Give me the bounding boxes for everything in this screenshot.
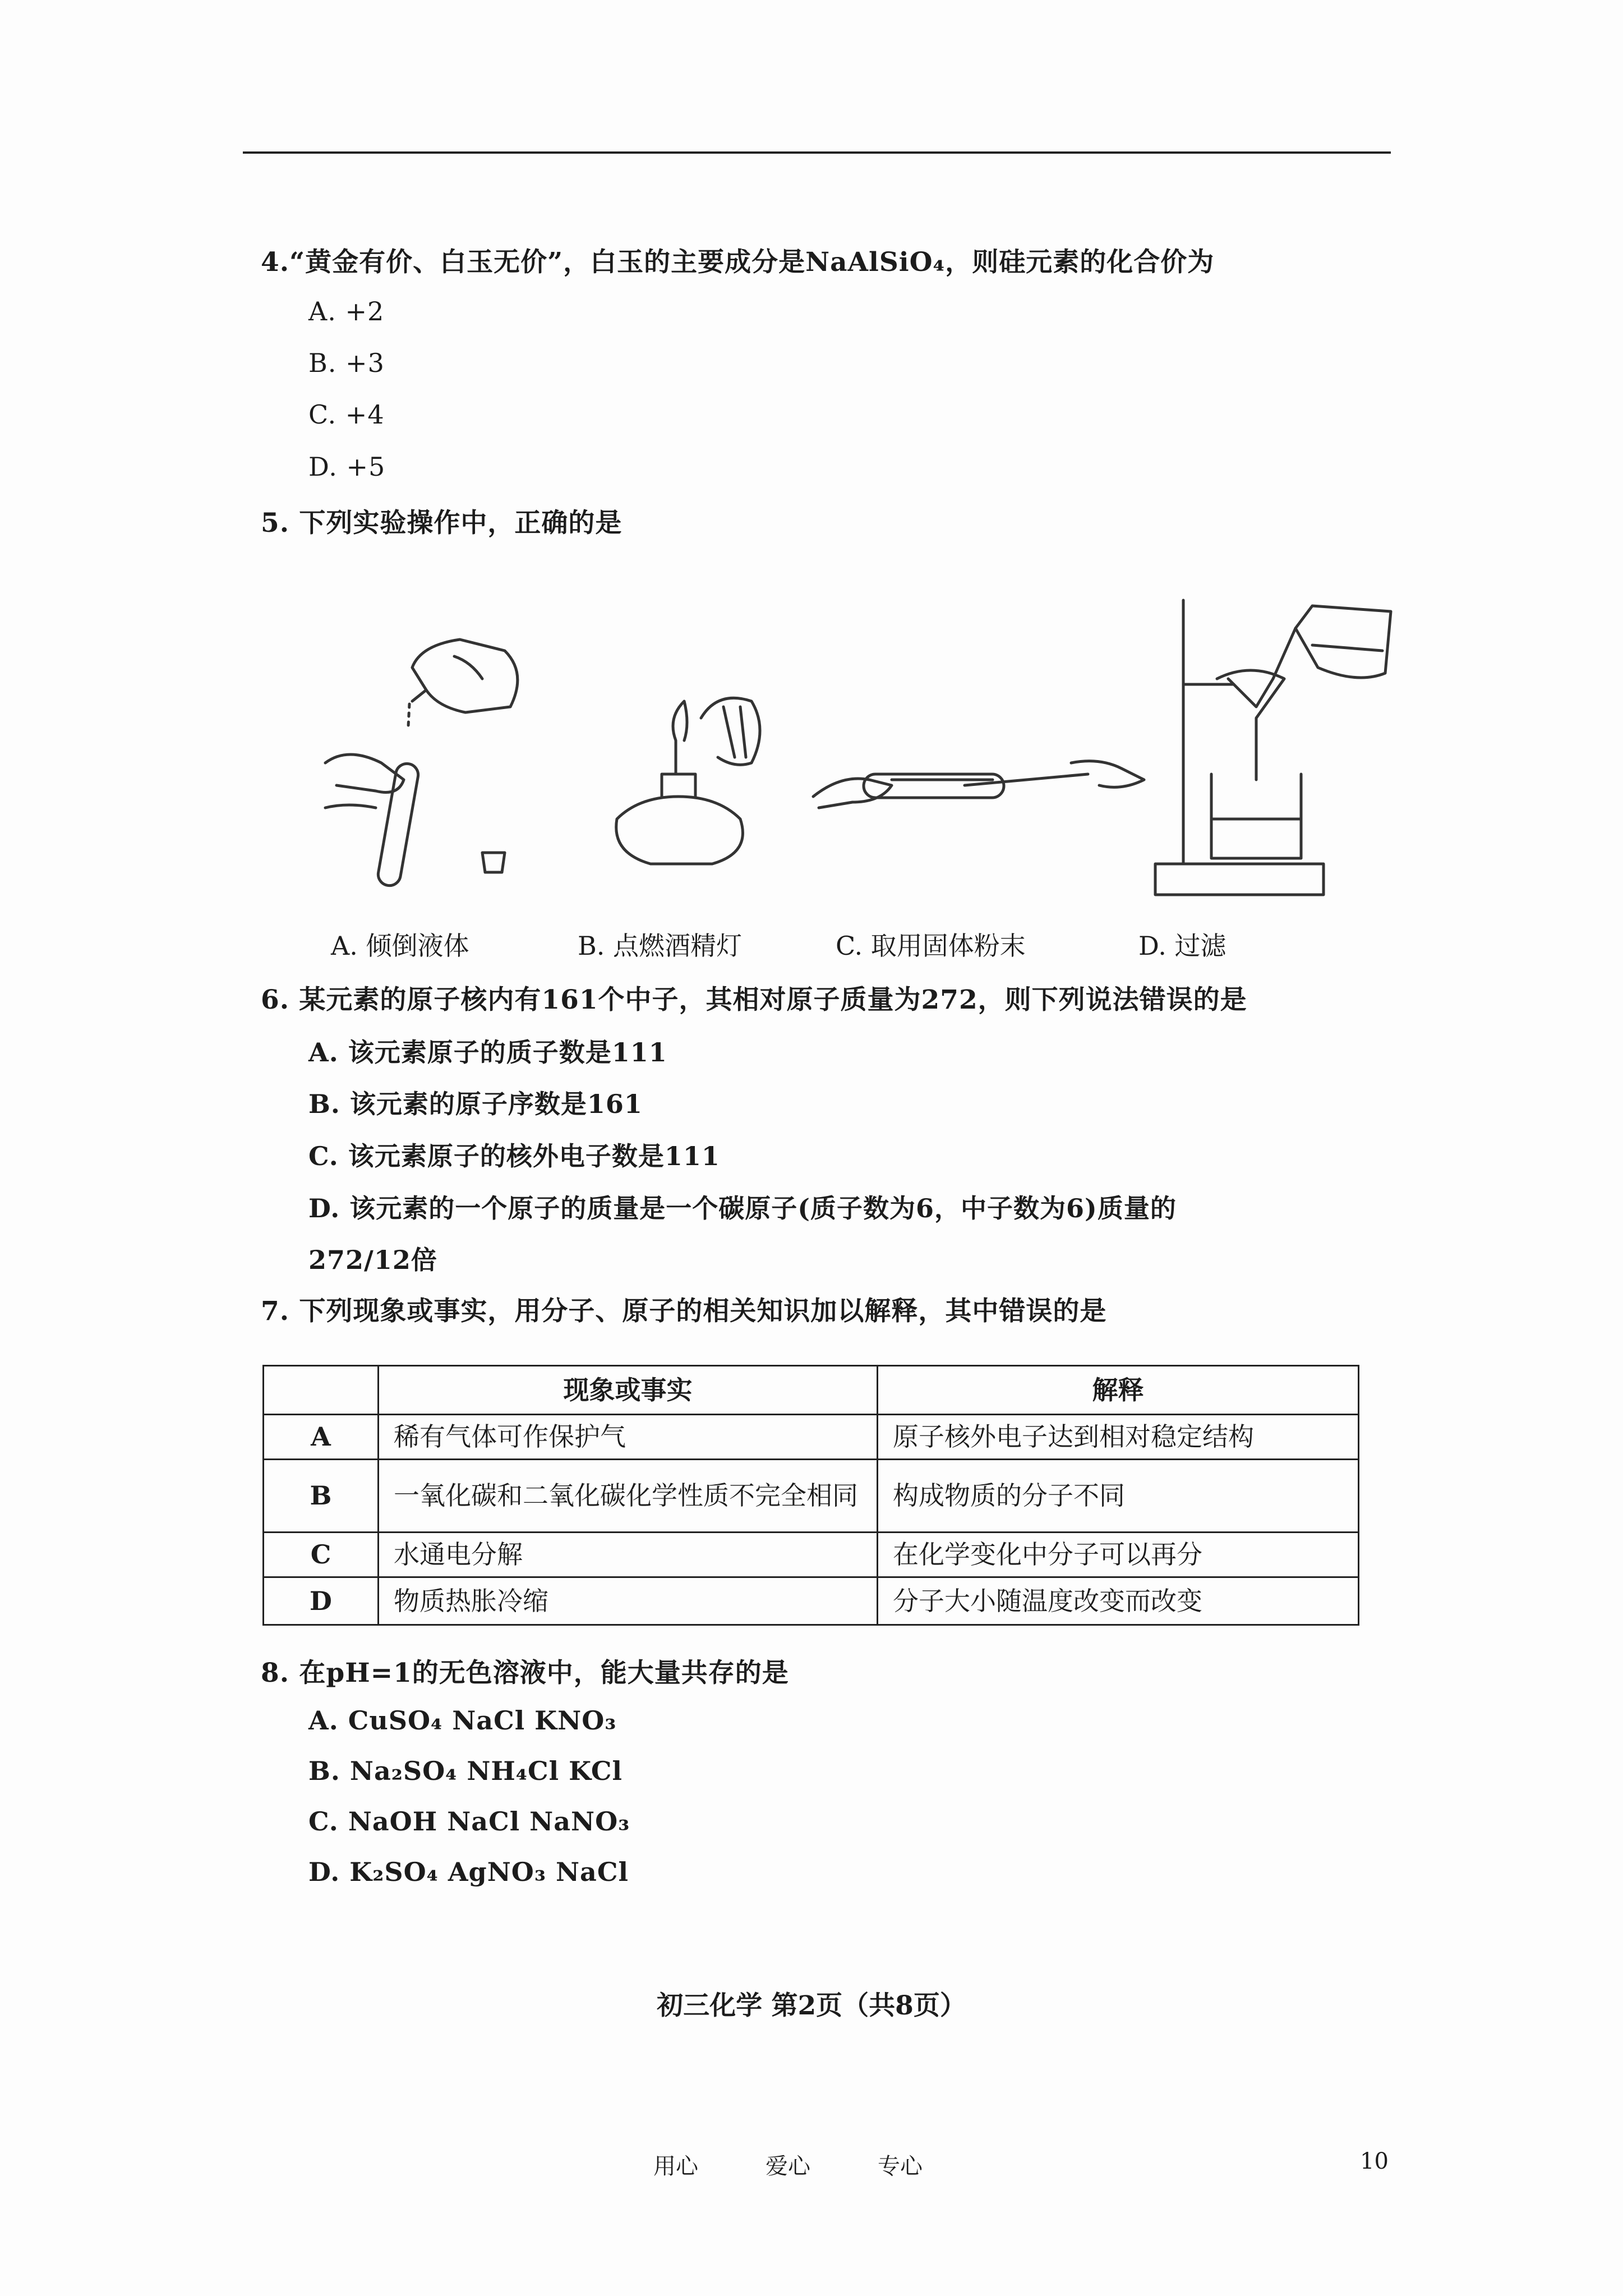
q7-row-phenomenon: 水通电分解 [379, 1533, 878, 1577]
q6-option-a: A. 该元素原子的质子数是111 [308, 1037, 667, 1068]
alcohol-lamp-illustration [616, 698, 760, 864]
q7-row-key: B [264, 1460, 379, 1533]
header-rule [243, 151, 1391, 154]
footer-item: 专心 [878, 2154, 923, 2179]
q4-option-d: D. +5 [308, 452, 386, 482]
q7-row-explanation: 在化学变化中分子可以再分 [878, 1533, 1359, 1577]
table-row [264, 1460, 1359, 1533]
table-row [264, 1533, 1359, 1577]
q7-row-phenomenon: 一氧化碳和二氧化碳化学性质不完全相同 [379, 1460, 878, 1533]
q5-caption-b: B. 点燃酒精灯 [578, 931, 743, 961]
pouring-liquid-illustration [325, 639, 518, 887]
q5-caption-c: C. 取用固体粉末 [836, 931, 1026, 961]
q6-option-b: B. 该元素的原子序数是161 [308, 1089, 643, 1119]
q7-header-explanation: 解释 [878, 1366, 1359, 1415]
lab-operations-figure [314, 595, 1436, 909]
q6-option-d-continued: 272/12倍 [308, 1245, 437, 1275]
question-5-stem: 5. 下列实验操作中，正确的是 [261, 508, 623, 539]
q7-row-phenomenon: 稀有气体可作保护气 [379, 1415, 878, 1460]
q4-option-c: C. +4 [308, 399, 385, 430]
footer-item: 爱心 [766, 2154, 810, 2179]
q7-row-explanation: 原子核外电子达到相对稳定结构 [878, 1415, 1359, 1460]
question-4-stem: 4.“黄金有价、白玉无价”，白玉的主要成分是NaAlSiO₄，则硅元素的化合价为 [261, 247, 1215, 278]
q7-row-explanation: 构成物质的分子不同 [878, 1460, 1359, 1533]
powder-spoon-illustration [813, 761, 1144, 808]
exam-page-footer: 初三化学 第2页（共8页） [657, 1990, 966, 2021]
q7-row-key: D [264, 1577, 379, 1625]
filtration-illustration [1155, 600, 1391, 895]
question-7-stem: 7. 下列现象或事实，用分子、原子的相关知识加以解释，其中错误的是 [261, 1296, 1107, 1327]
q7-row-phenomenon: 物质热胀冷缩 [379, 1577, 878, 1625]
q7-header-phenomenon: 现象或事实 [379, 1366, 878, 1415]
q4-option-a: A. +2 [308, 296, 385, 326]
q5-caption-a: A. 倾倒液体 [331, 931, 469, 961]
q7-table [262, 1365, 1359, 1626]
page-number: 10 [1360, 2148, 1389, 2174]
q7-row-explanation: 分子大小随温度改变而改变 [878, 1577, 1359, 1625]
question-8-stem: 8. 在pH=1的无色溶液中，能大量共存的是 [261, 1658, 789, 1688]
q7-table-header [264, 1366, 1359, 1415]
q4-option-b: B. +3 [308, 348, 385, 378]
q7-row-key: C [264, 1533, 379, 1577]
q6-option-c: C. 该元素原子的核外电子数是111 [308, 1141, 720, 1171]
footer-item: 用心 [653, 2154, 698, 2179]
q8-option-d: D. K₂SO₄ AgNO₃ NaCl [308, 1857, 629, 1887]
q6-option-d: D. 该元素的一个原子的质量是一个碳原子(质子数为6，中子数为6)质量的 [308, 1193, 1177, 1223]
table-row [264, 1577, 1359, 1625]
q8-option-c: C. NaOH NaCl NaNO₃ [308, 1806, 630, 1837]
table-row [264, 1415, 1359, 1460]
q7-row-key: A [264, 1415, 379, 1460]
q8-option-b: B. Na₂SO₄ NH₄Cl KCl [308, 1756, 623, 1786]
q8-option-a: A. CuSO₄ NaCl KNO₃ [308, 1705, 617, 1736]
q5-caption-d: D. 过滤 [1138, 931, 1227, 961]
question-6-stem: 6. 某元素的原子核内有161个中子，其相对原子质量为272，则下列说法错误的是 [261, 984, 1247, 1015]
q7-header-blank [264, 1366, 379, 1415]
